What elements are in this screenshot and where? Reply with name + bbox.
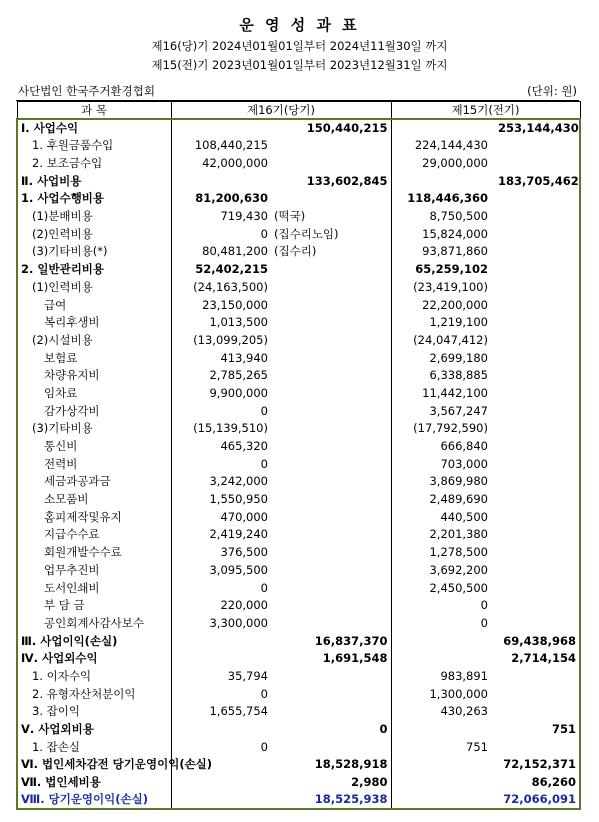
row-label: 회원개발수수료 <box>44 545 122 560</box>
row-label: 홈피제작및유지 <box>44 509 122 524</box>
current-note <box>271 473 299 491</box>
current-total-amount <box>299 385 391 403</box>
row-label: 감가상각비 <box>44 403 100 418</box>
row-label: 세금과공과금 <box>44 474 111 489</box>
current-note <box>271 756 299 774</box>
current-detail-amount: 2,419,240 <box>171 526 271 544</box>
current-detail-amount: 470,000 <box>171 508 271 526</box>
current-detail-amount: 108,440,215 <box>171 137 271 155</box>
current-detail-amount: 0 <box>171 455 271 473</box>
prior-total-amount <box>495 296 580 314</box>
row-label: 2. 유형자산처분이익 <box>32 686 136 701</box>
row-label: Ⅶ. 법인세비용 <box>21 775 101 790</box>
row-label: 임차료 <box>44 385 78 400</box>
table-row <box>17 243 580 261</box>
current-detail-amount: 465,320 <box>171 438 271 456</box>
current-detail-amount: 0 <box>171 579 271 597</box>
prior-detail-amount: (24,047,412) <box>391 332 491 350</box>
row-label: 복리후생비 <box>44 315 100 330</box>
prior-detail-amount <box>391 791 491 809</box>
prior-total-amount <box>495 349 580 367</box>
row-label: Ⅲ. 사업이익(손실) <box>21 633 118 648</box>
row-label: Ⅰ. 사업수익 <box>21 121 79 135</box>
table-row <box>17 508 580 526</box>
prior-detail-amount: 1,300,000 <box>391 685 491 703</box>
prior-total-amount <box>495 668 580 686</box>
row-label: 2. 보조금수입 <box>32 156 103 171</box>
row-label: 1. 사업수행비용 <box>21 191 105 206</box>
current-note <box>271 438 299 456</box>
prior-detail-amount: 983,891 <box>391 668 491 686</box>
prior-total-amount <box>495 491 580 509</box>
prior-detail-amount <box>391 172 491 190</box>
prior-detail-amount: 3,567,247 <box>391 402 491 420</box>
current-note <box>271 296 299 314</box>
current-total-amount: 150,440,215 <box>306 121 388 135</box>
row-label: 도서인쇄비 <box>44 580 100 595</box>
row-label: 업무추진비 <box>44 562 100 577</box>
table-row <box>17 385 580 403</box>
current-detail-amount <box>171 632 271 650</box>
table-row <box>17 668 580 686</box>
current-note <box>271 402 299 420</box>
current-detail-amount: (13,099,205) <box>171 332 271 350</box>
prior-total-amount <box>495 544 580 562</box>
table-row <box>17 721 580 739</box>
current-total-amount <box>299 296 391 314</box>
prior-total-amount <box>495 385 580 403</box>
current-detail-amount: 23,150,000 <box>171 296 271 314</box>
prior-detail-amount <box>391 756 491 774</box>
current-detail-amount: 81,200,630 <box>171 190 271 208</box>
table-row <box>17 420 580 438</box>
current-detail-amount: 3,095,500 <box>171 562 271 580</box>
table-row <box>17 579 580 597</box>
prior-total-amount <box>495 579 580 597</box>
current-detail-amount <box>171 172 271 190</box>
current-detail-amount: 52,402,215 <box>171 261 271 279</box>
prior-detail-amount: 11,442,100 <box>391 385 491 403</box>
table-row <box>17 526 580 544</box>
column-header-prior: 제15기(전기) <box>391 102 580 120</box>
current-note <box>271 615 299 633</box>
current-note <box>271 349 299 367</box>
table-row <box>17 703 580 721</box>
row-label: Ⅳ. 사업외수익 <box>21 651 98 666</box>
current-note <box>271 685 299 703</box>
current-note <box>271 279 299 297</box>
row-label: 급여 <box>44 297 67 312</box>
row-label: Ⅵ. 법인세차감전 당기운영이익(손실) <box>21 757 213 772</box>
prior-detail-amount <box>391 632 491 650</box>
current-total-amount <box>299 314 391 332</box>
current-total-amount <box>299 473 391 491</box>
current-total-amount <box>299 579 391 597</box>
table-row <box>17 208 580 226</box>
table-row <box>17 190 580 208</box>
current-detail-amount: 719,430 <box>171 208 271 226</box>
prior-total-amount <box>495 261 580 279</box>
current-total-amount <box>299 190 391 208</box>
table-row <box>17 685 580 703</box>
current-detail-amount: 0 <box>171 738 271 756</box>
prior-total-amount <box>495 155 580 173</box>
current-detail-amount <box>171 650 271 668</box>
current-total-amount <box>299 279 391 297</box>
table-row <box>17 349 580 367</box>
row-label: (2)시설비용 <box>32 332 93 347</box>
unit-label: (단위: 원) <box>527 84 577 98</box>
current-note <box>271 579 299 597</box>
prior-total-amount <box>495 738 580 756</box>
row-label: 보험료 <box>44 350 78 365</box>
current-detail-amount: (15,139,510) <box>171 420 271 438</box>
current-detail-amount: 1,550,950 <box>171 491 271 509</box>
prior-detail-amount: 22,200,000 <box>391 296 491 314</box>
current-note <box>271 738 299 756</box>
row-label: 1. 후원금품수입 <box>32 138 114 153</box>
prior-total-amount <box>495 508 580 526</box>
current-detail-amount: 3,242,000 <box>171 473 271 491</box>
current-detail-amount: 80,481,200 <box>171 243 271 261</box>
current-note <box>271 526 299 544</box>
current-total-amount <box>299 349 391 367</box>
current-total-amount <box>299 508 391 526</box>
current-total-amount <box>299 438 391 456</box>
period-prior: 제15(전)기 2023년01월01일부터 2023년12월31일 까지 <box>151 58 448 72</box>
row-label: 공인회계사감사보수 <box>44 615 144 630</box>
row-label: 전력비 <box>44 456 78 471</box>
prior-detail-amount: 2,450,500 <box>391 579 491 597</box>
current-note <box>271 455 299 473</box>
current-total-amount <box>299 155 391 173</box>
current-detail-amount: 9,900,000 <box>171 385 271 403</box>
current-note <box>271 119 299 137</box>
prior-total-amount <box>495 615 580 633</box>
current-detail-amount: 2,785,265 <box>171 367 271 385</box>
current-total-amount <box>299 685 391 703</box>
current-detail-amount: 220,000 <box>171 597 271 615</box>
prior-total-amount: 183,705,462 <box>498 173 579 188</box>
column-header-item: 과 목 <box>17 102 171 120</box>
current-note <box>271 137 299 155</box>
prior-detail-amount: 430,263 <box>391 703 491 721</box>
current-total-amount <box>299 597 391 615</box>
prior-detail-amount: (23,419,100) <box>391 279 491 297</box>
row-label: Ⅴ. 사업외비용 <box>21 722 94 737</box>
row-label: (2)인력비용 <box>32 226 93 241</box>
row-label: 통신비 <box>44 439 78 454</box>
current-detail-amount: 1,013,500 <box>171 314 271 332</box>
table-row <box>17 597 580 615</box>
table-row <box>17 261 580 279</box>
prior-detail-amount: 118,446,360 <box>391 190 491 208</box>
prior-total-amount <box>495 279 580 297</box>
row-label: 소모품비 <box>44 492 89 507</box>
current-total-amount: 18,525,938 <box>314 792 388 807</box>
organization-name: 사단법인 한국주거환경협회 <box>18 84 155 98</box>
prior-total-amount <box>495 314 580 332</box>
current-detail-amount: 0 <box>171 685 271 703</box>
prior-detail-amount: 2,489,690 <box>391 491 491 509</box>
prior-total-amount: 69,438,968 <box>503 633 576 648</box>
row-label: 1. 이자수익 <box>32 668 92 683</box>
prior-total-amount: 72,152,371 <box>503 757 576 772</box>
current-detail-amount: 376,500 <box>171 544 271 562</box>
prior-total-amount <box>495 332 580 350</box>
current-total-amount <box>299 402 391 420</box>
current-total-amount <box>299 367 391 385</box>
report-title: 운 영 성 과 표 <box>239 16 360 34</box>
current-total-amount <box>299 668 391 686</box>
row-label: 1. 잡손실 <box>32 739 80 754</box>
table-row <box>17 314 580 332</box>
current-total-amount: 2,980 <box>351 775 388 790</box>
prior-detail-amount: 29,000,000 <box>391 155 491 173</box>
current-note: (집수리노임) <box>274 226 339 241</box>
table-row <box>17 172 580 190</box>
current-total-amount <box>299 332 391 350</box>
current-total-amount <box>299 615 391 633</box>
current-total-amount <box>299 526 391 544</box>
prior-detail-amount: 65,259,102 <box>391 261 491 279</box>
current-note <box>271 491 299 509</box>
prior-total-amount: 751 <box>551 722 576 737</box>
current-total-amount <box>299 420 391 438</box>
current-total-amount <box>299 703 391 721</box>
current-note <box>271 261 299 279</box>
current-total-amount: 0 <box>379 722 388 737</box>
current-total-amount <box>299 261 391 279</box>
table-row <box>17 791 580 809</box>
current-detail-amount: 42,000,000 <box>171 155 271 173</box>
prior-total-amount <box>495 225 580 243</box>
table-row <box>17 225 580 243</box>
prior-detail-amount <box>391 774 491 792</box>
prior-total-amount <box>495 243 580 261</box>
table-row <box>17 455 580 473</box>
prior-detail-amount: 2,699,180 <box>391 349 491 367</box>
table-row <box>17 774 580 792</box>
current-total-amount <box>299 544 391 562</box>
table-row <box>17 544 580 562</box>
prior-detail-amount: 0 <box>391 597 491 615</box>
prior-detail-amount: 93,871,860 <box>391 243 491 261</box>
prior-total-amount <box>495 455 580 473</box>
table-row <box>17 756 580 774</box>
prior-detail-amount <box>391 721 491 739</box>
prior-total-amount: 86,260 <box>531 775 576 790</box>
current-total-amount: 16,837,370 <box>314 633 388 648</box>
prior-detail-amount: 751 <box>391 738 491 756</box>
prior-total-amount: 2,714,154 <box>511 651 576 666</box>
prior-total-amount <box>495 703 580 721</box>
prior-detail-amount: 2,201,380 <box>391 526 491 544</box>
income-statement-sheet <box>16 100 579 807</box>
prior-total-amount <box>495 685 580 703</box>
prior-detail-amount: 1,219,100 <box>391 314 491 332</box>
row-label: (1)인력비용 <box>32 279 93 294</box>
row-label: Ⅷ. 당기운영이익(손실) <box>21 792 148 807</box>
prior-total-amount <box>495 367 580 385</box>
prior-detail-amount: 703,000 <box>391 455 491 473</box>
current-note <box>271 172 299 190</box>
table-row <box>17 438 580 456</box>
current-note: (떡국) <box>274 209 306 224</box>
prior-total-amount <box>495 402 580 420</box>
row-label: Ⅱ. 사업비용 <box>21 173 82 188</box>
current-note <box>271 703 299 721</box>
prior-detail-amount: 0 <box>391 615 491 633</box>
current-total-amount <box>299 562 391 580</box>
prior-total-amount <box>495 562 580 580</box>
current-total-amount <box>299 208 391 226</box>
prior-total-amount <box>495 526 580 544</box>
table-row <box>17 473 580 491</box>
current-detail-amount: 1,655,754 <box>171 703 271 721</box>
current-detail-amount: 3,300,000 <box>171 615 271 633</box>
table-row <box>17 137 580 155</box>
table-row <box>17 615 580 633</box>
table-row <box>17 562 580 580</box>
prior-total-amount <box>495 438 580 456</box>
current-note <box>271 544 299 562</box>
row-label: (3)기타비용 <box>32 421 93 436</box>
current-detail-amount <box>171 791 271 809</box>
prior-detail-amount <box>391 650 491 668</box>
prior-detail-amount <box>391 119 491 137</box>
prior-total-amount <box>495 137 580 155</box>
current-note <box>271 314 299 332</box>
table-row <box>17 650 580 668</box>
prior-total-amount <box>495 597 580 615</box>
table-row <box>17 119 580 137</box>
current-detail-amount: (24,163,500) <box>171 279 271 297</box>
row-label: 3. 잡이익 <box>32 704 80 719</box>
current-total-amount <box>299 738 391 756</box>
current-note <box>271 385 299 403</box>
current-total-amount: 133,602,845 <box>306 173 388 188</box>
current-total-amount <box>299 137 391 155</box>
table-header <box>17 102 580 120</box>
prior-detail-amount: 440,500 <box>391 508 491 526</box>
current-detail-amount <box>171 774 271 792</box>
prior-total-amount: 253,144,430 <box>498 121 579 135</box>
table-row <box>17 491 580 509</box>
period-current: 제16(당)기 2024년01월01일부터 2024년11월30일 까지 <box>151 39 448 53</box>
table-row <box>17 296 580 314</box>
column-header-current: 제16기(당기) <box>171 102 391 120</box>
table-row <box>17 155 580 173</box>
current-note <box>271 367 299 385</box>
table-row <box>17 632 580 650</box>
current-note <box>271 190 299 208</box>
current-note <box>271 420 299 438</box>
table-row <box>17 738 580 756</box>
current-note <box>271 332 299 350</box>
current-note <box>271 721 299 739</box>
current-total-amount <box>299 491 391 509</box>
prior-total-amount <box>495 420 580 438</box>
row-label: 2. 일반관리비용 <box>21 262 105 277</box>
current-detail-amount: 35,794 <box>171 668 271 686</box>
current-detail-amount <box>171 721 271 739</box>
row-label: 부 담 금 <box>44 598 85 613</box>
current-note <box>271 597 299 615</box>
row-label: 지급수수료 <box>44 527 100 542</box>
prior-detail-amount: 1,278,500 <box>391 544 491 562</box>
current-total-amount <box>299 455 391 473</box>
current-note <box>271 650 299 668</box>
prior-detail-amount: (17,792,590) <box>391 420 491 438</box>
current-total-amount: 18,528,918 <box>314 757 388 772</box>
current-note: (집수리) <box>274 244 317 259</box>
current-total-amount: 1,691,548 <box>322 651 388 666</box>
prior-detail-amount: 6,338,885 <box>391 367 491 385</box>
prior-detail-amount: 224,144,430 <box>391 137 491 155</box>
prior-detail-amount: 15,824,000 <box>391 225 491 243</box>
current-note <box>271 632 299 650</box>
prior-total-amount: 72,066,091 <box>503 792 576 807</box>
row-label: (1)분배비용 <box>32 209 93 224</box>
table-row <box>17 279 580 297</box>
prior-total-amount <box>495 473 580 491</box>
prior-detail-amount: 3,692,200 <box>391 562 491 580</box>
table-body <box>17 119 580 809</box>
current-note <box>271 791 299 809</box>
current-note <box>271 508 299 526</box>
current-detail-amount: 0 <box>171 402 271 420</box>
prior-total-amount <box>495 208 580 226</box>
prior-detail-amount: 3,869,980 <box>391 473 491 491</box>
current-note <box>271 562 299 580</box>
current-note <box>271 668 299 686</box>
prior-total-amount <box>495 190 580 208</box>
table-row <box>17 332 580 350</box>
current-detail-amount: 0 <box>171 225 271 243</box>
row-label: 차량유지비 <box>44 368 100 383</box>
prior-detail-amount: 8,750,500 <box>391 208 491 226</box>
income-statement-table <box>16 101 581 810</box>
current-detail-amount: 413,940 <box>171 349 271 367</box>
table-row <box>17 367 580 385</box>
table-row <box>17 402 580 420</box>
row-label: (3)기타비용(*) <box>32 244 108 259</box>
current-note <box>271 774 299 792</box>
prior-detail-amount: 666,840 <box>391 438 491 456</box>
current-note <box>271 155 299 173</box>
current-detail-amount <box>171 119 271 137</box>
